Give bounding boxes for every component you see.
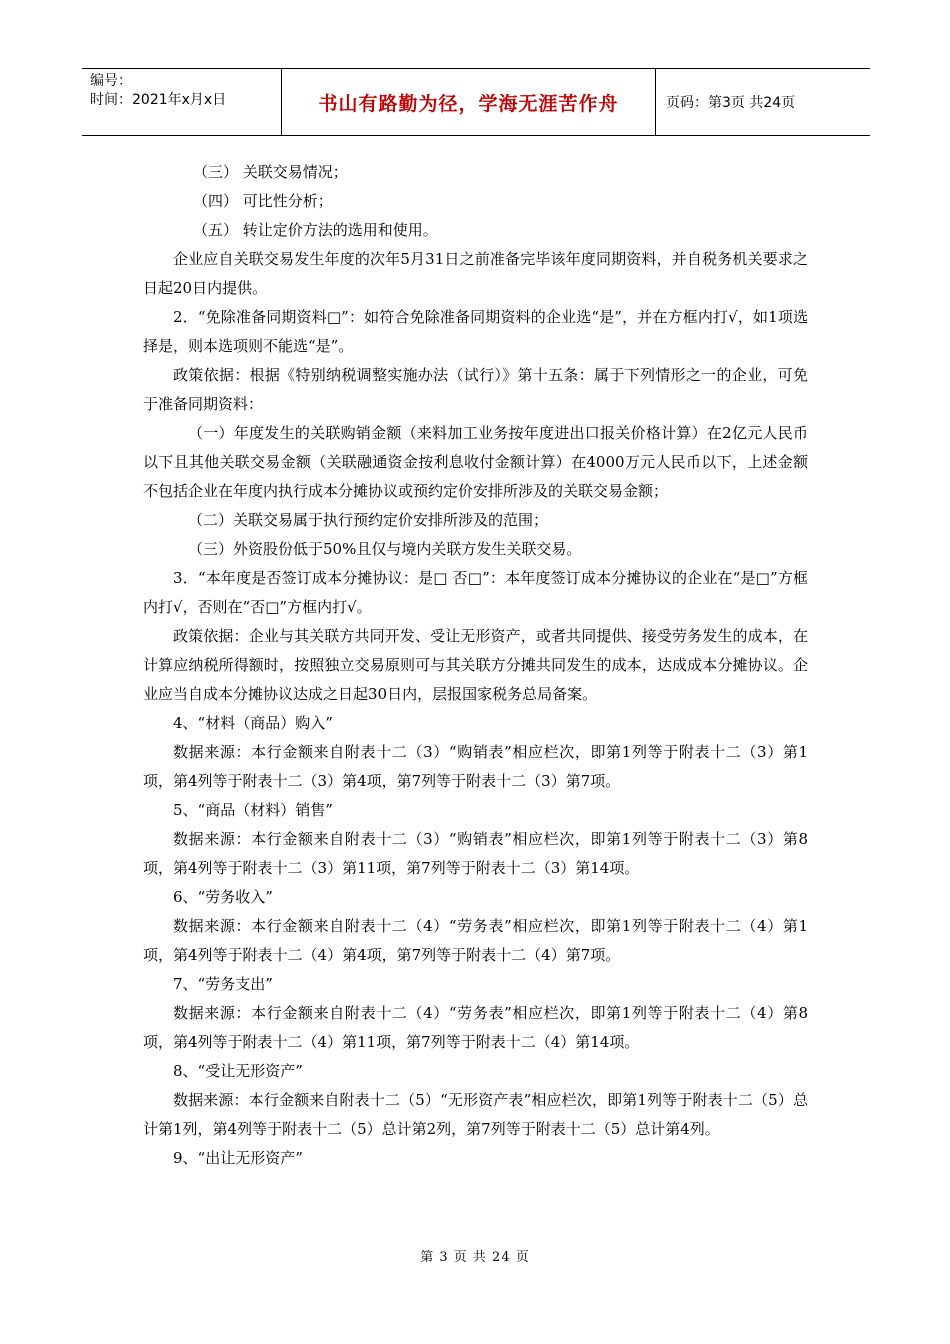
- heading-item-6: 6、“劳务收入”: [173, 888, 273, 906]
- paragraph-data-source-6: 数据来源：本行金额来自附表十二（4）“劳务表”相应栏次，即第1列等于附表十二（4）第1项，第4列等于附表十二（4）第4项，第7列等于附表十二（4）第7项。: [143, 917, 808, 964]
- list-item-comparability-analysis: （四） 可比性分析；: [193, 192, 333, 210]
- paragraph-exemption-3: （三）外资股份低于50%且仅与境内关联方发生关联交易。: [188, 540, 582, 558]
- heading-item-8: 8、“受让无形资产”: [173, 1062, 303, 1080]
- document-number-label: 编号：: [90, 73, 132, 89]
- document-time-label: 时间：2021年x月x日: [90, 92, 227, 108]
- header-page-info: 页码：第3页 共24页: [666, 95, 796, 111]
- paragraph-exemption-1: （一）年度发生的关联购销金额（来料加工业务按年度进出口报关价格计算）在2亿元人民币以下且其他关联交易金额（关联融通资金按利息收付金额计算）在4000万元人民币以下，上述金额不包括企业在年度内执行成本分摊协议或预约定价安排所涉及的关联交易金额；: [143, 424, 808, 500]
- paragraph-exemption-2: （二）关联交易属于执行预约定价安排所涉及的范围；: [188, 511, 549, 529]
- paragraph-data-source-7: 数据来源：本行金额来自附表十二（4）“劳务表”相应栏次，即第1列等于附表十二（4）第8项，第4列等于附表十二（4）第11项，第7列等于附表十二（4）第14项。: [143, 1004, 808, 1051]
- paragraph-data-source-4: 数据来源：本行金额来自附表十二（3）“购销表”相应栏次，即第1列等于附表十二（3）第1项，第4列等于附表十二（3）第4项，第7列等于附表十二（3）第7项。: [143, 743, 808, 790]
- page-header: [82, 68, 870, 136]
- paragraph-policy-basis-exemption: 政策依据：根据《特别纳税调整实施办法（试行）》第十五条：属于下列情形之一的企业，可免于准备同期资料：: [143, 366, 808, 413]
- page-footer: 第 3 页 共 24 页: [420, 1250, 530, 1265]
- paragraph-data-source-8: 数据来源：本行金额来自附表十二（5）“无形资产表”相应栏次，即第1列等于附表十二（5）总计第1列，第4列等于附表十二（5）总计第2列，第7列等于附表十二（5）总计第4列。: [143, 1091, 808, 1138]
- document-body: [143, 158, 808, 1173]
- paragraph-item-2: 2．“免除准备同期资料□”：如符合免除准备同期资料的企业选“是”，并在方框内打√，如1项选择是，则本选项则不能选“是”。: [143, 308, 808, 355]
- heading-item-9: 9、“出让无形资产”: [173, 1149, 303, 1167]
- list-item-related-transactions: （三） 关联交易情况；: [193, 163, 348, 181]
- paragraph-data-source-5: 数据来源：本行金额来自附表十二（3）“购销表”相应栏次，即第1列等于附表十二（3）第8项，第4列等于附表十二（3）第11项，第7列等于附表十二（3）第14项。: [143, 830, 808, 877]
- list-item-transfer-pricing-method: （五） 转让定价方法的选用和使用。: [193, 221, 438, 239]
- heading-item-5: 5、“商品（材料）销售”: [173, 801, 333, 819]
- header-meta: [82, 69, 282, 135]
- heading-item-7: 7、“劳务支出”: [173, 975, 273, 993]
- header-motto: 书山有路勤为径，学海无涯苦作舟: [282, 69, 656, 135]
- heading-item-4: 4、“材料（商品）购入”: [173, 714, 333, 732]
- paragraph-item-3: 3．“本年度是否签订成本分摊协议：是□ 否□”：本年度签订成本分摊协议的企业在“是□”方框内打√，否则在“否□”方框内打√。: [143, 569, 808, 616]
- paragraph-policy-basis-cost-sharing: 政策依据：企业与其关联方共同开发、受让无形资产，或者共同提供、接受劳务发生的成本，在计算应纳税所得额时，按照独立交易原则可与其关联方分摊共同发生的成本，达成成本分摊协议。企业应当自成本分摊协议达成之日起30日内，层报国家税务总局备案。: [143, 627, 808, 703]
- paragraph-deadline: 企业应自关联交易发生年度的次年5月31日之前准备完毕该年度同期资料，并自税务机关要求之日起20日内提供。: [143, 250, 808, 297]
